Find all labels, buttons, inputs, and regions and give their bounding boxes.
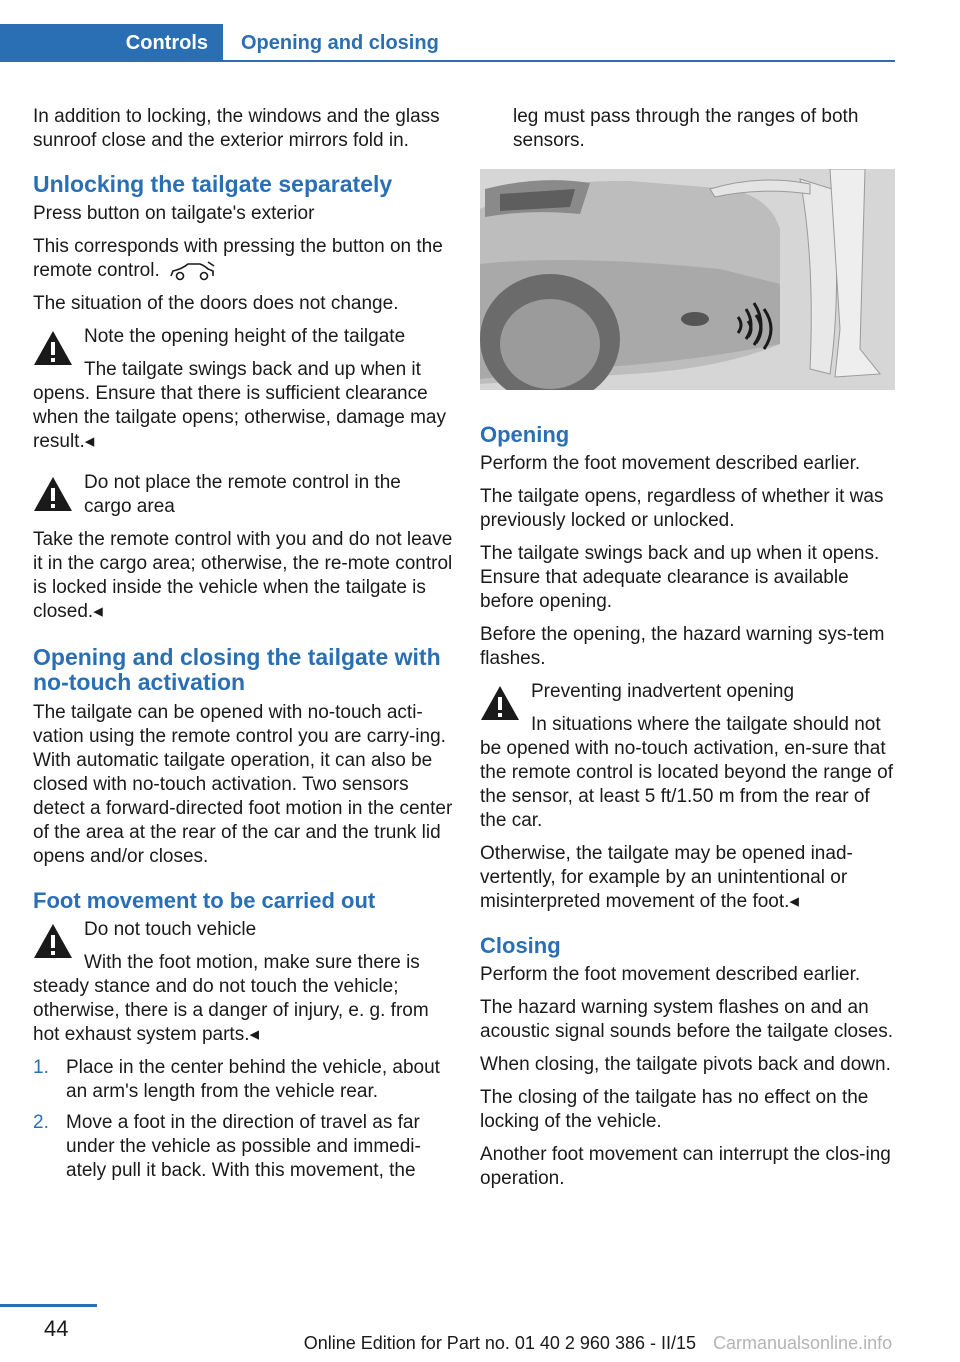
heading-foot-movement: Foot movement to be carried out	[33, 888, 376, 913]
intro-paragraph: In addition to locking, the windows and the glass sunroof close and the exterior mirrors fold in.	[33, 106, 440, 151]
list-continuation-text: leg must pass through the ranges of both sensors.	[513, 106, 859, 151]
warning-opening-height	[33, 325, 453, 454]
heading-no-touch-activation: Opening and closing the tailgate with no-touch activation	[33, 644, 441, 695]
list-item	[33, 1056, 453, 1104]
list-continuation	[480, 105, 896, 162]
warning-triangle-icon	[33, 923, 73, 959]
closing-paragraph-5: Another foot movement can interrupt the clos-ing operation.	[480, 1144, 891, 1189]
warning-triangle-icon	[33, 330, 73, 366]
warning-title: Note the opening height of the tailgate	[84, 326, 406, 347]
list-number: 1.	[33, 1057, 49, 1078]
car-tailgate-icon	[168, 260, 216, 282]
tailgate-foot-sensor-illustration	[480, 169, 895, 390]
section-tab-controls: Controls	[0, 24, 223, 62]
list-number: 2.	[33, 1112, 49, 1133]
warning-title: Do not place the remote control in the cargo area	[84, 472, 401, 517]
warning-body: The tailgate swings back and up when it opens. Ensure that there is sufficient clearance when the tailgate opens; otherwise, damage may result.◂	[33, 359, 446, 452]
header-rule	[223, 60, 895, 62]
unlock-paragraph-2: This corresponds with pressing the button on the remote control.	[33, 236, 443, 281]
unlock-paragraph-3: The situation of the doors does not change.	[33, 293, 399, 314]
warning-do-not-touch	[33, 918, 453, 1047]
closing-paragraph-2: The hazard warning system flashes on and an acoustic signal sounds before the tailgate closes.	[480, 997, 893, 1042]
section-tab-opening-closing: Opening and closing	[241, 32, 439, 54]
edition-footer: Online Edition for Part no. 01 40 2 960 386 - II/15	[303, 1333, 696, 1353]
opening-paragraph-1: Perform the foot movement described earlier.	[480, 453, 861, 474]
list-text: Place in the center behind the vehicle, about an arm's length from the vehicle rear.	[66, 1057, 440, 1102]
unlock-paragraph-1: Press button on tailgate's exterior	[33, 203, 315, 224]
warning-body: In situations where the tailgate should not be opened with no-touch activation, en-sure that the remote control is located beyond the range of the sensor, at least 5 ft/1.50 m from the rear of the car.	[480, 714, 893, 831]
no-touch-paragraph: The tailgate can be opened with no-touch acti-vation using the remote control you are carry-ing. With automatic tailgate operation, it can also be closed with no-touch activation. Two sensors detect a forward-directed foot motion in the center of the area at the rear of the car and the trunk lid opens and/or closes.	[33, 702, 453, 867]
warning-inadvertent-opening	[480, 680, 896, 833]
warning-remote-cargo	[33, 471, 453, 624]
opening-paragraph-5: Otherwise, the tailgate may be opened inad-vertently, for example by an unintentional or misinterpreted movement of the foot.◂	[480, 843, 853, 912]
warning-body: With the foot motion, make sure there is steady stance and do not touch the vehicle; otherwise, there is a danger of injury, e. g. from hot exhaust system parts.◂	[33, 952, 429, 1045]
heading-unlocking-tailgate: Unlocking the tailgate separately	[33, 171, 393, 197]
heading-opening: Opening	[480, 422, 570, 447]
left-column	[33, 105, 453, 1190]
opening-paragraph-2: The tailgate opens, regardless of whether it was previously locked or unlocked.	[480, 486, 884, 531]
warning-title: Preventing inadvertent opening	[531, 681, 795, 702]
list-text: Move a foot in the direction of travel as far under the vehicle as possible and immedi-ately pull it back. With this movement, the	[66, 1112, 421, 1181]
list-item	[33, 1111, 453, 1183]
watermark: Carmanualsonline.info	[713, 1333, 893, 1353]
closing-paragraph-3: When closing, the tailgate pivots back and down.	[480, 1054, 891, 1075]
closing-paragraph-1: Perform the foot movement described earlier.	[480, 964, 861, 985]
opening-paragraph-3: The tailgate swings back and up when it opens. Ensure that adequate clearance is available before opening.	[480, 543, 880, 612]
opening-paragraph-4: Before the opening, the hazard warning sys-tem flashes.	[480, 624, 885, 669]
warning-triangle-icon	[480, 685, 520, 721]
footer-rule	[0, 1304, 97, 1307]
page-number: 44	[44, 1316, 69, 1341]
warning-triangle-icon	[33, 476, 73, 512]
right-column	[480, 422, 896, 1200]
closing-paragraph-4: The closing of the tailgate has no effect on the locking of the vehicle.	[480, 1087, 869, 1132]
warning-body: Take the remote control with you and do not leave it in the cargo area; otherwise, the re-mote control is locked inside the vehicle when the tailgate is closed.◂	[33, 529, 453, 622]
warning-title: Do not touch vehicle	[84, 919, 257, 940]
heading-closing: Closing	[480, 933, 561, 958]
